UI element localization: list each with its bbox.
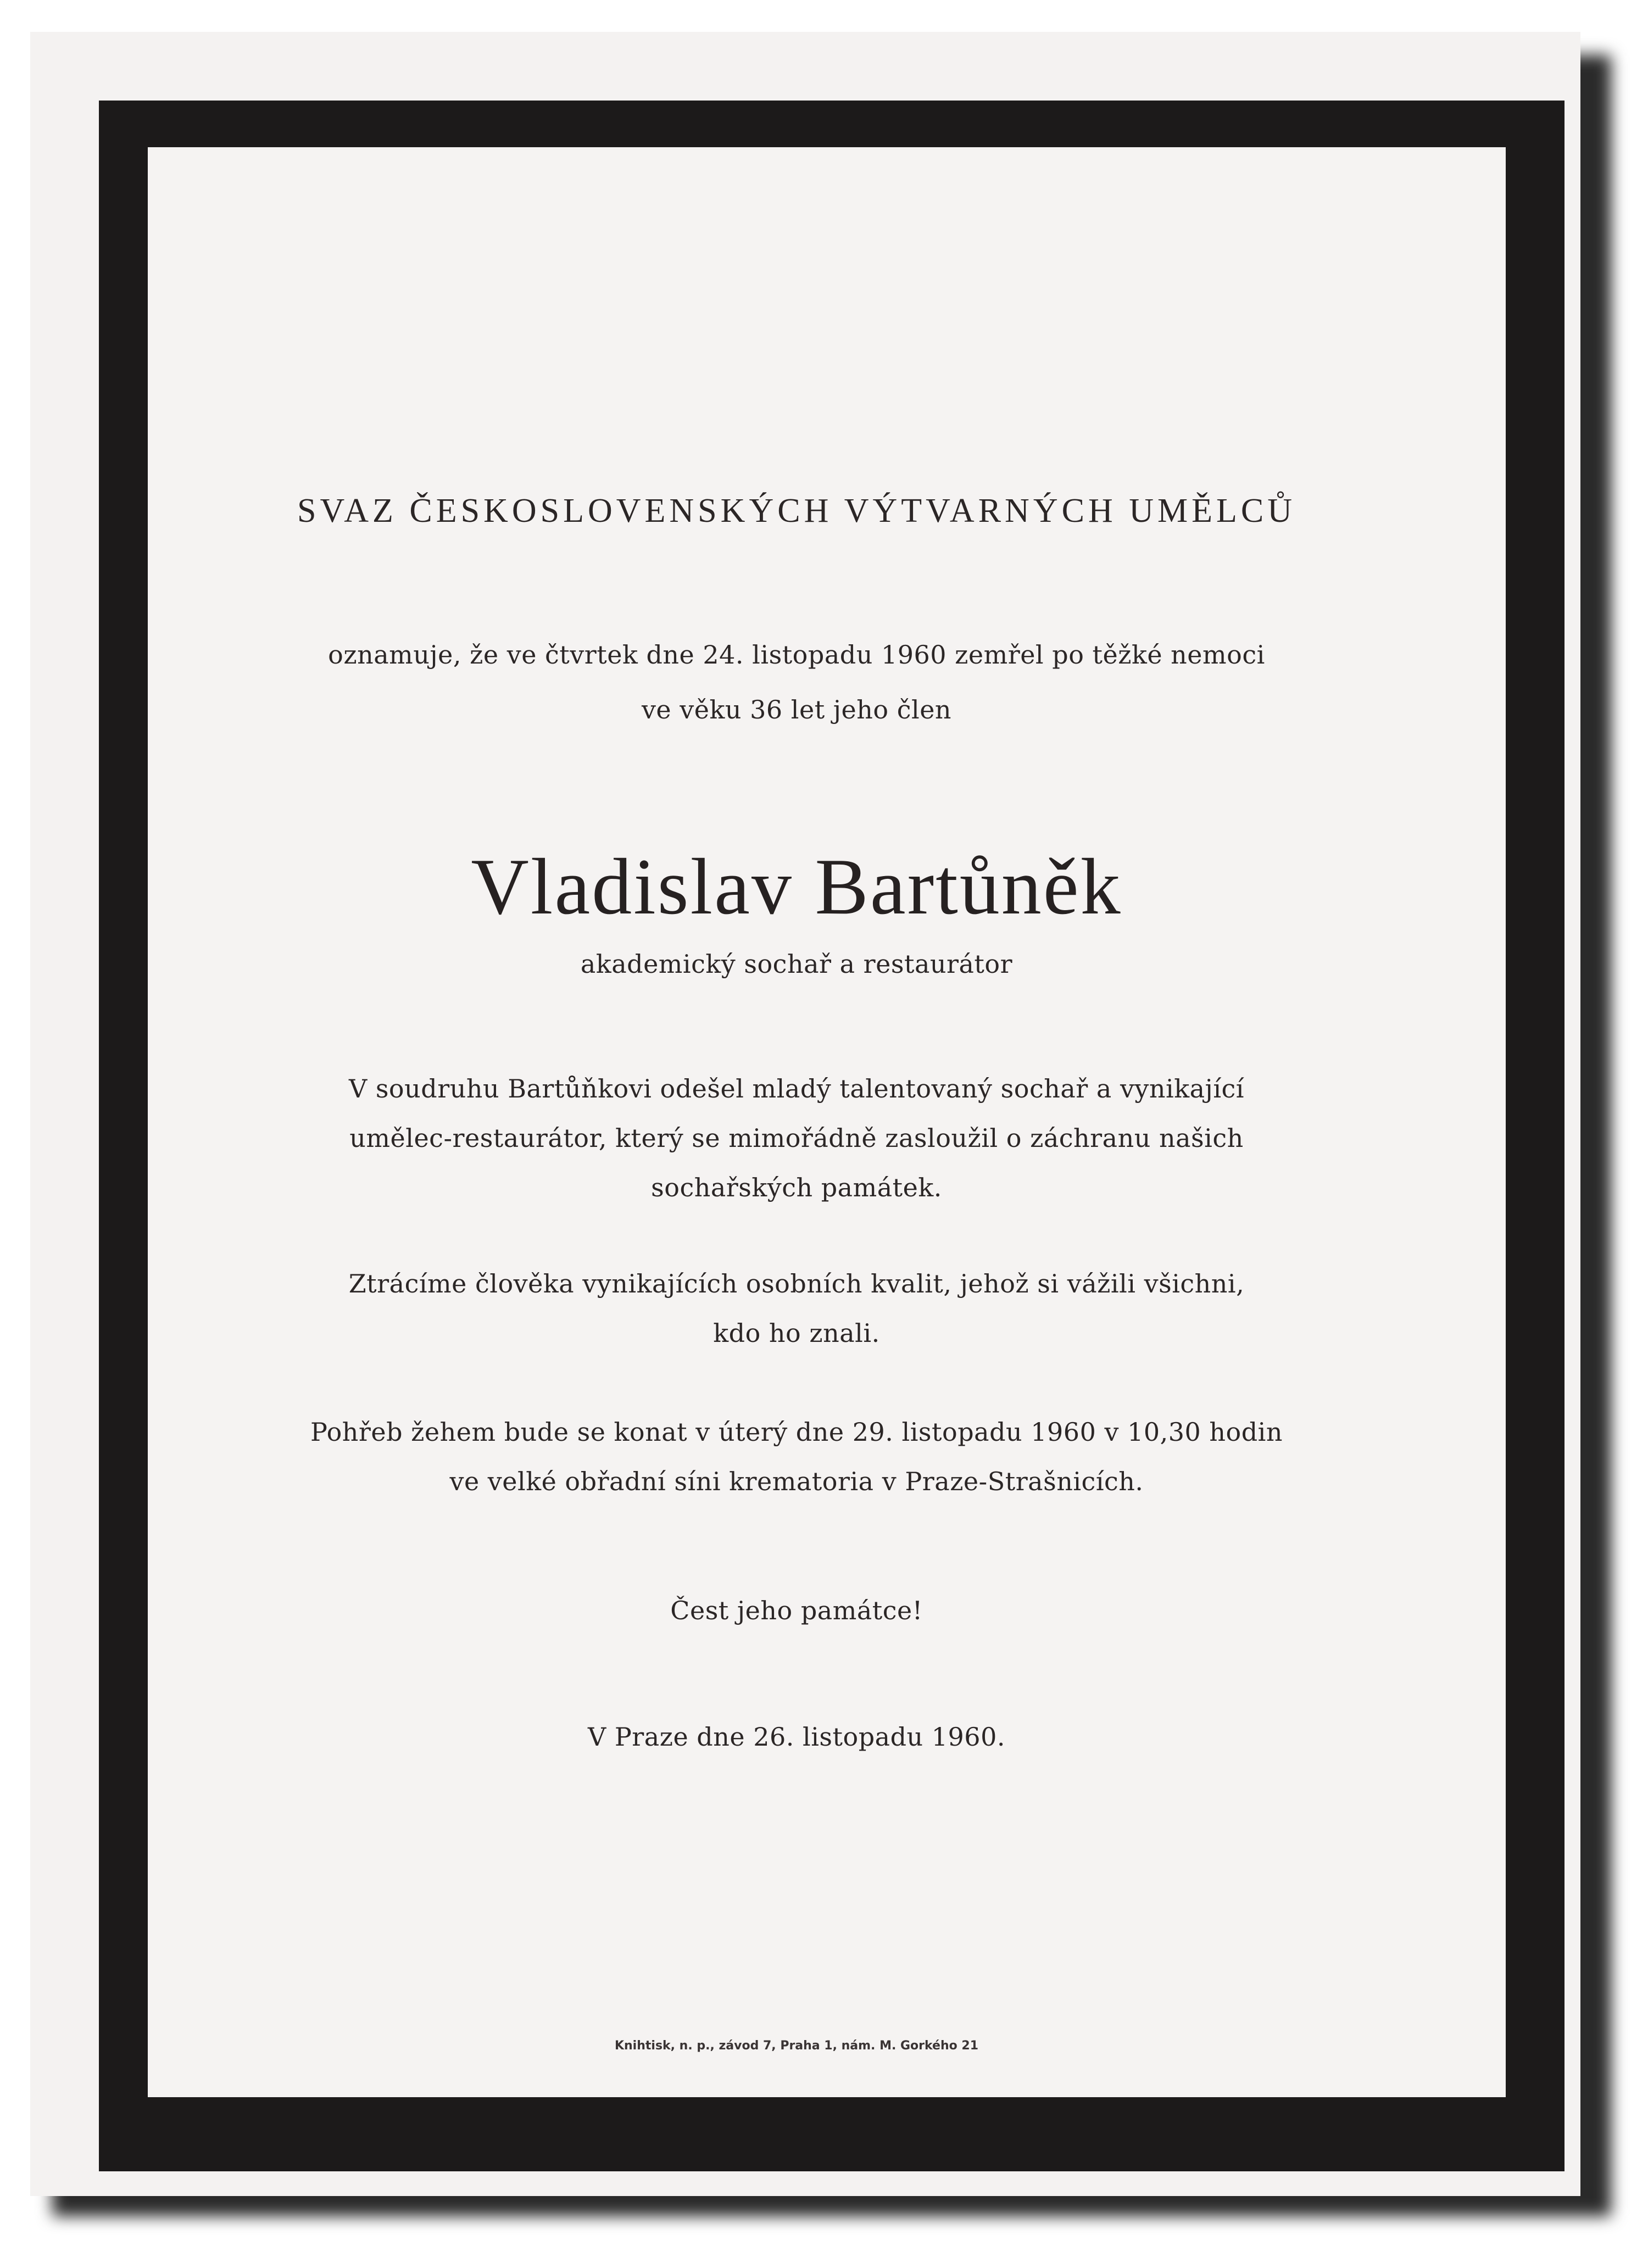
notice-panel [148, 147, 1506, 2097]
deceased-title: akademický sochař a restaurátor [580, 949, 1013, 979]
organization-heading: SVAZ ČESKOSLOVENSKÝCH VÝTVARNÝCH UMĚLCŮ [297, 492, 1296, 530]
paper-sheet [30, 32, 1580, 2196]
qualities-line-2: kdo ho znali. [713, 1318, 880, 1348]
funeral-line-2: ve velké obřadní síni krematoria v Praze-Strašnicích. [449, 1467, 1144, 1496]
announcement-line-1: oznamuje, že ve čtvrtek dne 24. listopadu 1960 zemřel po těžké nemoci [328, 640, 1265, 670]
tribute-line-3: sochařských památek. [651, 1173, 942, 1202]
printer-imprint: Knihtisk, n. p., závod 7, Praha 1, nám. M. Gorkého 21 [614, 2039, 979, 2053]
tribute-line-1: V soudruhu Bartůňkovi odešel mladý talentovaný sochař a vynikající [348, 1074, 1245, 1104]
qualities-line-1: Ztrácíme člověka vynikajících osobních kvalit, jehož si vážili všichni, [348, 1269, 1245, 1299]
tribute-line-2: umělec-restaurátor, který se mimořádně zasloužil o záchranu našich [349, 1123, 1244, 1153]
announcement-line-2: ve věku 36 let jeho člen [641, 695, 952, 725]
funeral-line-1: Pohřeb žehem bude se konat v úterý dne 29. listopadu 1960 v 10,30 hodin [310, 1417, 1283, 1447]
honor-line: Čest jeho památce! [670, 1596, 923, 1625]
place-date: V Praze dne 26. listopadu 1960. [588, 1722, 1005, 1752]
deceased-name: Vladislav Bartůněk [471, 842, 1122, 931]
